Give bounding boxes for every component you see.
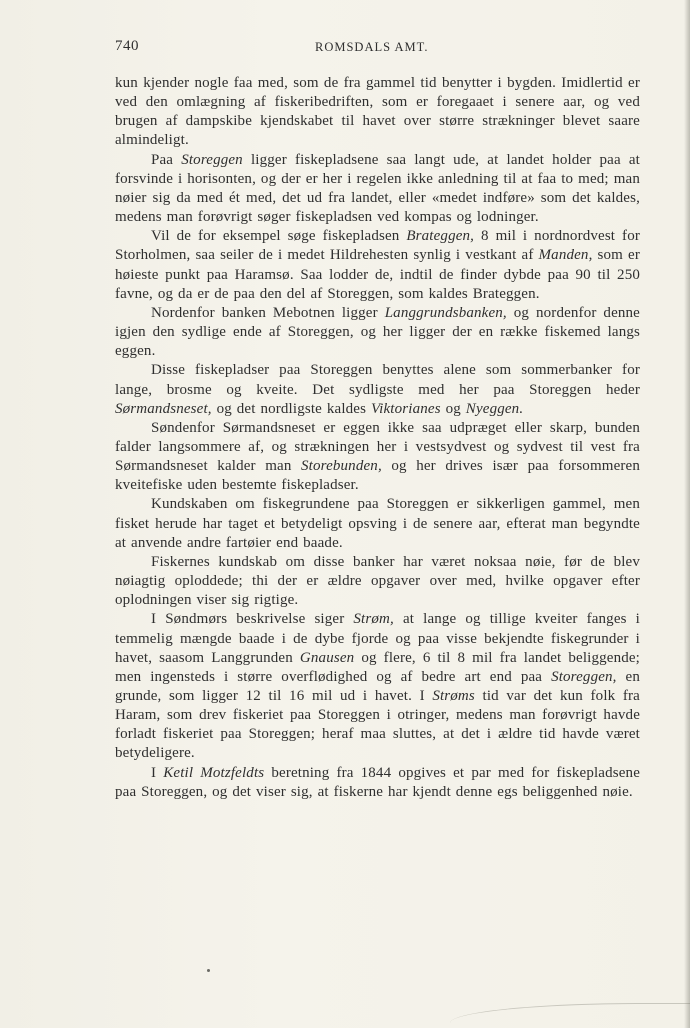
text-run: Paa [151, 151, 182, 168]
paragraph [115, 495, 640, 552]
italic-term: Manden, [538, 247, 593, 264]
text-run: Nordenfor banken Mebotnen ligger [151, 304, 385, 321]
running-title: ROMSDALS AMT. [315, 40, 429, 54]
body-text [115, 74, 640, 802]
text-run: I [151, 764, 164, 781]
text-run: tid var det kun folk fra Haram, som drev fiskeriet paa Storeggen i otringer, medens man forøvrigt havde forladt fiskeriet paa Storeggen; heraf maa sluttes, at det i ældre tid havde været betydeligere. [115, 688, 640, 762]
paragraph [115, 610, 640, 763]
text-run: ligger fiskepladsene saa langt ude, at landet holder paa at forsvinde i horisonten, og der er her i regelen ikke anledning til at faa to med; man nøier sig da med ét med, det ud fra landet, eller «medet indføre» som det kaldes, medens man forøvrigt søger fiskepladsen ved kompas og lodninger. [115, 151, 640, 226]
italic-term: Nyeggen. [465, 400, 524, 417]
text-run: I Søndmørs beskrivelse siger [151, 611, 354, 628]
text-run: Fiskernes kundskab om disse banker har været noksaa nøie, før de blev nøiagtig oploddede; thi der er ældre opgaver over med, hvilke opgaver efter oplodningen viser sig rigtige. [115, 553, 640, 609]
paragraph [115, 227, 640, 304]
italic-term: Sørmandsneset, [115, 400, 212, 417]
page-number: 740 [115, 38, 139, 54]
text-run: som er høieste punkt paa Haramsø. Saa lodder de, indtil de finder dybde paa 90 til 250 favne, og da er de paa den del af Storeggen, som kaldes Brateggen. [115, 247, 640, 302]
text-run: og flere, 6 til 8 mil fra landet beliggende; men ingensteds i større overflødighed og af bedre art end paa [115, 649, 640, 685]
italic-term: Storeggen [181, 151, 243, 168]
italic-term: Storebunden, [301, 458, 382, 475]
italic-term: Storeggen, [551, 668, 617, 685]
text-run: Disse fiskepladser paa Storeggen benyttes alene som sommerbanker for lange, brosme og kveite. Det sydligste med her paa Storeggen heder [115, 362, 640, 398]
italic-term: Brateggen, [406, 228, 475, 245]
paragraph [115, 74, 640, 151]
text-run: 8 mil i nordnordvest for Storholmen, saa seiler de i medet Hildrehesten synlig i vestkant af [115, 228, 640, 264]
italic-term: Strøms [432, 688, 475, 704]
italic-term: Langgrundsbanken, [384, 304, 507, 321]
page-edge-shadow [684, 0, 690, 1028]
italic-term: Gnausen [299, 649, 355, 666]
text-run: Søndenfor Sørmandsneset er eggen ikke saa udpræget eller skarp, bunden falder langsommere af, og strækningen her i vestsydvest og sydvest til vest fra Sørmandsneset kalder man [115, 419, 640, 475]
text-run: beretning fra 1844 opgives et par med for fiskepladsene paa Storeggen, og det viser sig, at fiskerne har kjendt denne egs beliggenhed nøie. [115, 764, 641, 800]
text-run: en grunde, som ligger 12 til 16 mil ud i havet. I [115, 668, 640, 704]
ink-speck [207, 969, 210, 972]
text-run: at lange og tillige kveiter fanges i temmelig mængde baade i de dybe fjorde og paa visse bekjendte fiskegrunder i havet, saasom Langgrunden [115, 611, 640, 666]
text-run: Kundskaben om fiskegrundene paa Storeggen er sikkerligen gammel, men fisket herude har taget et betydeligt opsving i de senere aar, efterat man begyndte at anvende andre fartøier end baade. [115, 496, 640, 551]
page-header [115, 38, 640, 58]
paragraph [115, 553, 640, 610]
italic-term: Strøm, [353, 611, 394, 628]
text-run: og [440, 400, 466, 417]
italic-term: Viktorianes [370, 400, 441, 417]
paragraph [115, 304, 640, 361]
text-run: og her drives især paa forsommeren kveitefiske uden bestemte fiskepladser. [115, 458, 641, 494]
text-run: Vil de for eksempel søge fiskepladsen [151, 228, 407, 245]
paragraph [115, 361, 640, 418]
page-corner-curl [450, 1003, 690, 1028]
text-run: og det nordligste kaldes [211, 400, 371, 417]
paragraph [115, 764, 640, 802]
paragraph [115, 151, 640, 228]
italic-term: Ketil Motzfeldts [163, 764, 265, 781]
paragraph [115, 419, 640, 496]
text-run: og nordenfor denne igjen den sydlige ende af Storeggen, og her ligger der en række fiskemed langs eggen. [115, 304, 640, 360]
text-run: kun kjender nogle faa med, som de fra gammel tid benytter i bygden. Imidlertid er ved den omlægning af fiskeribedriften, som er foregaaet i senere aar, og ved brugen af dampskibe kjendskabet til havet over større strækninger blevet saare almindeligt. [115, 75, 640, 149]
